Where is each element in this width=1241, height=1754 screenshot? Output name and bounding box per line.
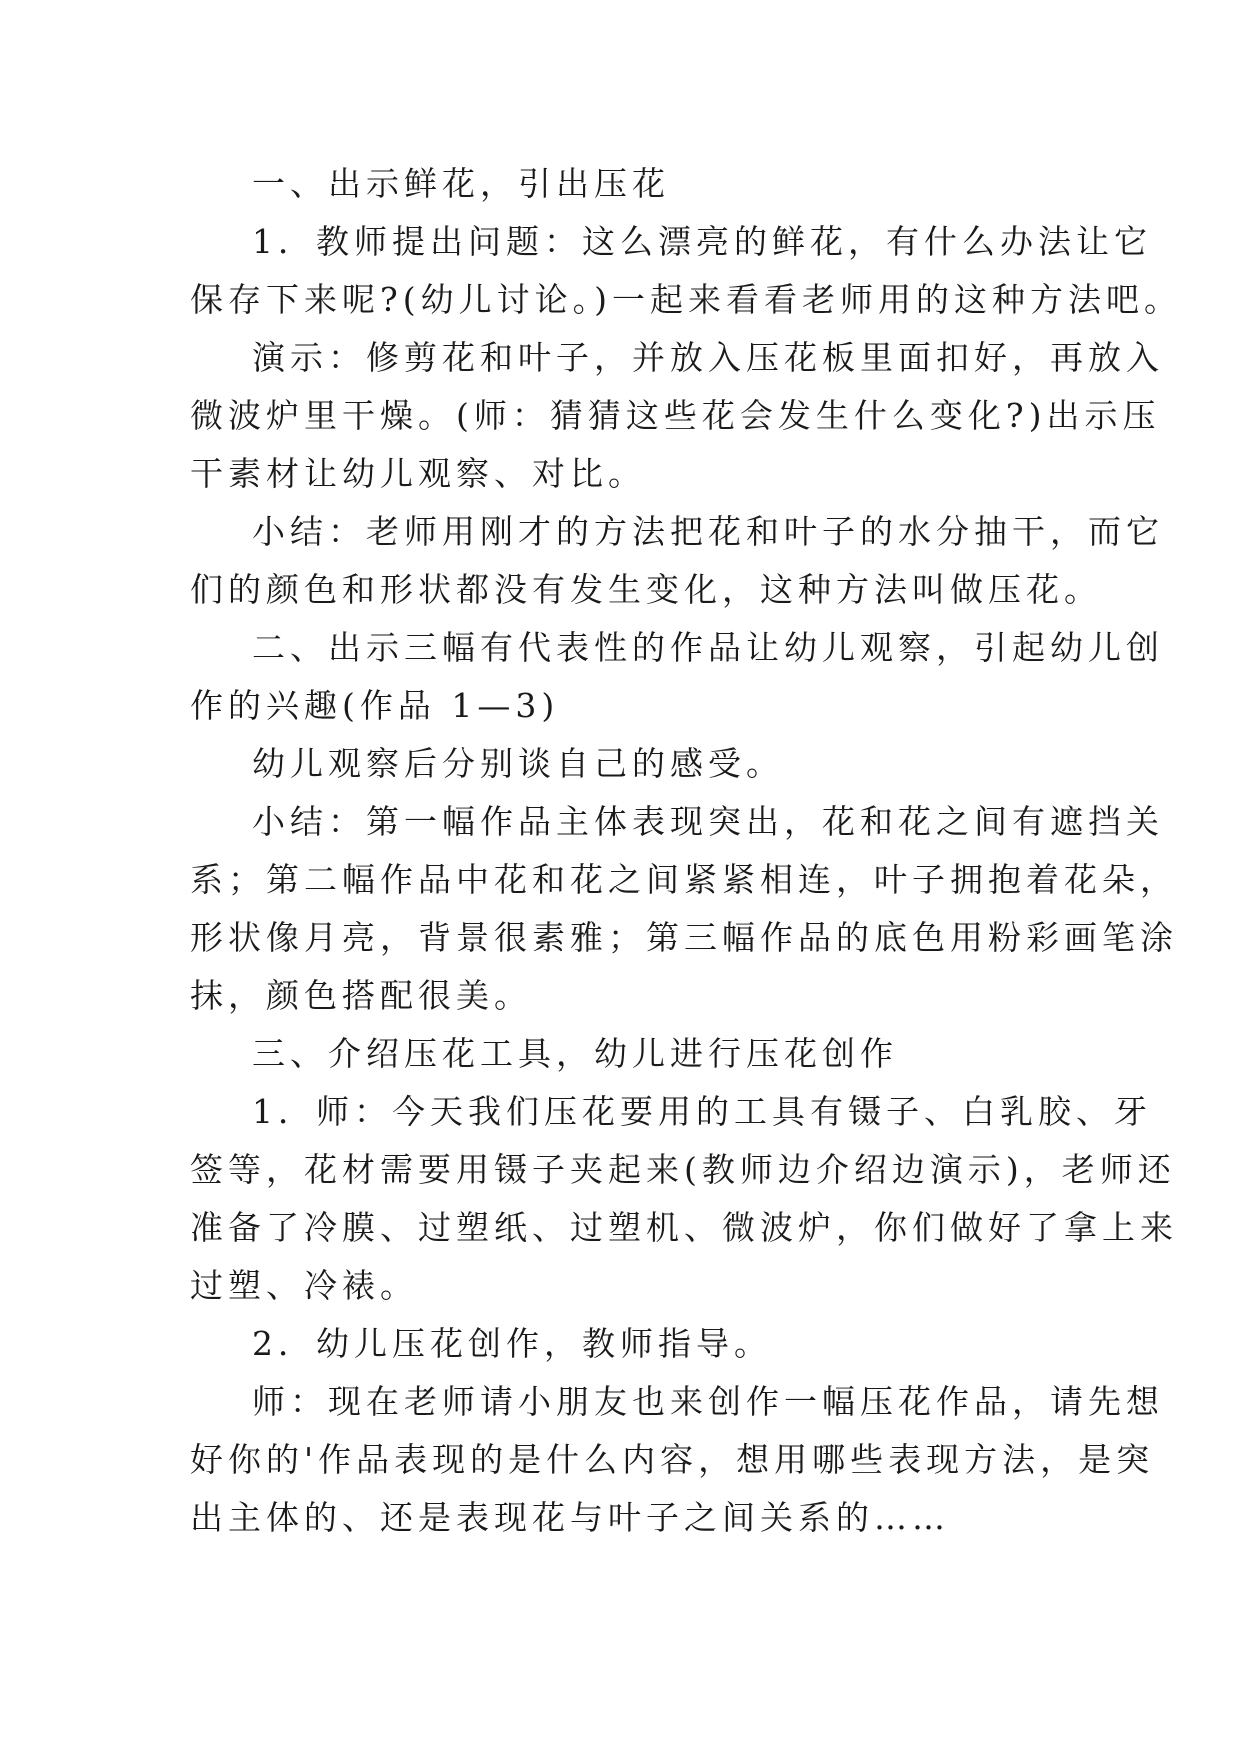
- paragraph-line: 们的颜色和形状都没有发生变化，这种方法叫做压花。: [190, 570, 1102, 609]
- paragraph-line: 演示：修剪花和叶子，并放入压花板里面扣好，再放入: [252, 338, 1164, 377]
- paragraph-line: 小结：第一幅作品主体表现突出，花和花之间有遮挡关: [252, 802, 1164, 841]
- paragraph-line: 好你的'作品表现的是什么内容，想用哪些表现方法，是突: [190, 1440, 1155, 1479]
- paragraph-line: 2．幼儿压花创作，教师指导。: [252, 1324, 772, 1363]
- paragraph-line: 师：现在老师请小朋友也来创作一幅压花作品，请先想: [252, 1382, 1164, 1421]
- section-heading: 作的兴趣(作品 1—3): [190, 686, 560, 725]
- section-heading: 三、介绍压花工具，幼儿进行压花创作: [252, 1034, 898, 1073]
- paragraph-line: 出主体的、还是表现花与叶子之间关系的……: [190, 1498, 950, 1537]
- section-heading: 一、出示鲜花，引出压花: [252, 164, 670, 203]
- paragraph-line: 1．师：今天我们压花要用的工具有镊子、白乳胶、牙: [252, 1092, 1152, 1131]
- paragraph-line: 签等，花材需要用镊子夹起来(教师边介绍边演示)，老师还: [190, 1150, 1176, 1189]
- paragraph-line: 准备了冷膜、过塑纸、过塑机、微波炉，你们做好了拿上来: [190, 1208, 1178, 1247]
- paragraph-line: 形状像月亮，背景很素雅；第三幅作品的底色用粉彩画笔涂: [190, 918, 1178, 957]
- paragraph-line: 系；第二幅作品中花和花之间紧紧相连，叶子拥抱着花朵，: [190, 860, 1178, 899]
- paragraph-line: 微波炉里干燥。(师：猜猜这些花会发生什么变化?)出示压: [190, 396, 1161, 435]
- paragraph-line: 干素材让幼儿观察、对比。: [190, 454, 646, 493]
- paragraph-line: 过塑、冷裱。: [190, 1266, 418, 1305]
- paragraph-line: 幼儿观察后分别谈自己的感受。: [252, 744, 784, 783]
- paragraph-line: 抹，颜色搭配很美。: [190, 976, 532, 1015]
- section-heading: 二、出示三幅有代表性的作品让幼儿观察，引起幼儿创: [252, 628, 1164, 667]
- paragraph-line: 1．教师提出问题：这么漂亮的鲜花，有什么办法让它: [252, 222, 1152, 261]
- paragraph-line: 小结：老师用刚才的方法把花和叶子的水分抽干，而它: [252, 512, 1164, 551]
- paragraph-line: 保存下来呢?(幼儿讨论。)一起来看看老师用的这种方法吧。: [190, 280, 1182, 319]
